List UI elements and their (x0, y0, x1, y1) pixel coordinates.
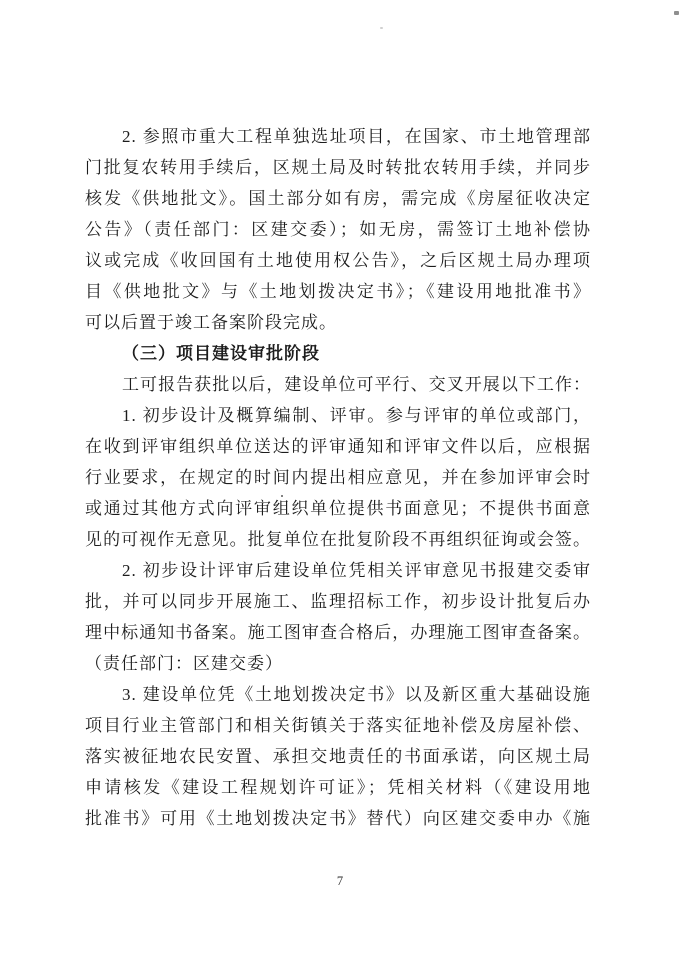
text-line: 申请核发《建设工程规划许可证》；凭相关材料（《建设用地 (85, 778, 591, 797)
text-line: 公告》（责任部门：区建交委）；如无房，需签订土地补偿协 (85, 220, 591, 239)
scan-artifact-top-center (380, 27, 383, 29)
text-line: 行业要求，在规定的时间内提出相应意见，并在参加评审会时 (85, 468, 591, 487)
text-line: 核发《供地批文》。国土部分如有房，需完成《房屋征收决定 (85, 189, 591, 208)
document-body (85, 121, 591, 834)
text-line: 1. 初步设计及概算编制、评审。参与评审的单位或部门， (122, 406, 591, 425)
text-line: 3. 建设单位凭《土地划拨决定书》以及新区重大基础设施 (122, 685, 591, 704)
text-line: 目《供地批文》与《土地划拨决定书》；《建设用地批准书》 (85, 282, 591, 301)
text-line: 2. 初步设计评审后建设单位凭相关评审意见书报建交委审 (122, 561, 591, 580)
text-line: 或通过其他方式向评审组织单位提供书面意见；不提供书面意 (85, 499, 591, 518)
text-line: 批，并可以同步开展施工、监理招标工作，初步设计批复后办 (85, 592, 591, 611)
page-number: 7 (336, 874, 344, 888)
text-line: 落实被征地农民安置、承担交地责任的书面承诺，向区规土局 (85, 747, 591, 766)
scan-artifact-mid (281, 495, 283, 497)
text-line: 理中标通知书备案。施工图审查合格后，办理施工图审查备案。 (85, 623, 591, 642)
text-line: 可以后置于竣工备案阶段完成。 (85, 313, 337, 332)
text-line: 项目行业主管部门和相关街镇关于落实征地补偿及房屋补偿、 (85, 716, 591, 735)
scan-artifact-top-right (674, 11, 679, 15)
text-line: 议或完成《收回国有土地使用权公告》，之后区规土局办理项 (85, 251, 591, 270)
text-line: 门批复农转用手续后，区规土局及时转批农转用手续，并同步 (85, 158, 591, 177)
text-line: （责任部门：区建交委） (85, 654, 283, 673)
text-line: 见的可视作无意见。批复单位在批复阶段不再组织征询或会签。 (85, 530, 591, 549)
text-line: 在收到评审组织单位送达的评审通知和评审文件以后，应根据 (85, 437, 591, 456)
text-line: 工可报告获批以后，建设单位可平行、交叉开展以下工作： (122, 375, 591, 394)
section-heading: （三）项目建设审批阶段 (122, 344, 320, 363)
text-line: 批准书》可用《土地划拨决定书》替代）向区建交委申办《施 (85, 809, 591, 828)
text-line: 2. 参照市重大工程单独选址项目，在国家、市土地管理部 (122, 127, 591, 146)
